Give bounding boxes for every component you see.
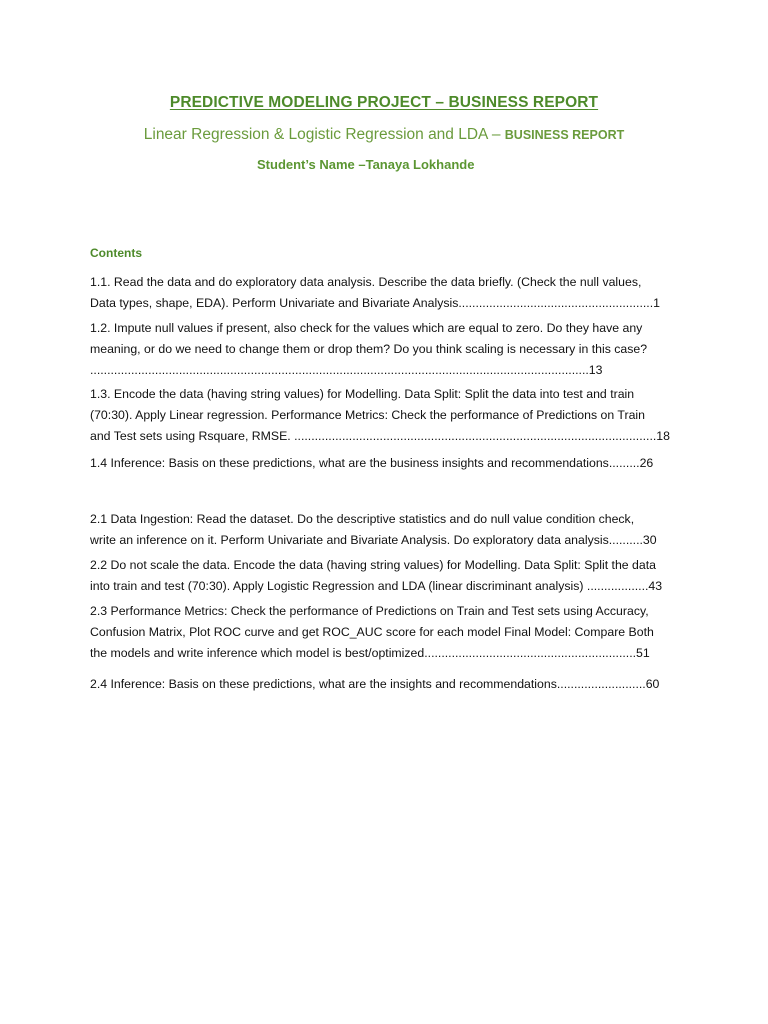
report-subtitle-main: Linear Regression & Logistic Regression and LDA – (143, 126, 501, 143)
toc-line: 2.4 Inference: Basis on these predictions, what are the insights and recommendations..........................60 (90, 677, 660, 691)
toc-line: Data types, shape, EDA). Perform Univariate and Bivariate Analysis.........................................................1 (90, 296, 660, 310)
report-subtitle (0, 126, 768, 144)
toc-line: (70:30). Apply Linear regression. Performance Metrics: Check the performance of Predictions on Train (90, 408, 645, 422)
toc-entry-2-2[interactable] (90, 555, 680, 597)
toc-entry-1-2[interactable] (90, 318, 680, 381)
contents-heading: Contents (90, 246, 142, 260)
toc-line: Confusion Matrix, Plot ROC curve and get ROC_AUC score for each model Final Model: Compare Both (90, 625, 654, 639)
report-title: PREDICTIVE MODELING PROJECT – BUSINESS REPORT (169, 94, 599, 111)
toc-line: write an inference on it. Perform Univariate and Bivariate Analysis. Do exploratory data analysis..........30 (90, 533, 657, 547)
toc-line: and Test sets using Rsquare, RMSE. ..........................................................................................................18 (90, 429, 670, 443)
toc-line: the models and write inference which model is best/optimized..............................................................51 (90, 646, 650, 660)
student-name: Student’s Name –Tanaya Lokhande (257, 157, 475, 172)
toc-line: meaning, or do we need to change them or drop them? Do you think scaling is necessary in this case? (90, 342, 648, 356)
toc-line: 2.2 Do not scale the data. Encode the data (having string values) for Modelling. Data Split: Split the data (90, 558, 656, 572)
toc-line: 1.1. Read the data and do exploratory data analysis. Describe the data briefly. (Check the null values, (90, 275, 642, 289)
toc-line: 2.1 Data Ingestion: Read the dataset. Do the descriptive statistics and do null value condition check, (90, 512, 635, 526)
toc-line: 1.4 Inference: Basis on these predictions, what are the business insights and recommendations.........26 (90, 456, 654, 470)
toc-entry-2-4[interactable] (90, 674, 680, 695)
toc-line: 1.2. Impute null values if present, also check for the values which are equal to zero. Do they have any (90, 321, 643, 335)
toc-entry-2-1[interactable] (90, 509, 680, 551)
toc-line: 2.3 Performance Metrics: Check the performance of Predictions on Train and Test sets using Accuracy, (90, 604, 649, 618)
report-subtitle-caps: BUSINESS REPORT (504, 128, 625, 142)
toc-line: ..................................................................................................................................................13 (90, 363, 603, 377)
toc-line: 1.3. Encode the data (having string values) for Modelling. Data Split: Split the data into test and train (90, 387, 635, 401)
toc-entry-1-3[interactable] (90, 384, 680, 447)
toc-entry-2-3[interactable] (90, 601, 680, 664)
toc-line: into train and test (70:30). Apply Logistic Regression and LDA (linear discriminant analysis) ..................43 (90, 579, 663, 593)
toc-entry-1-1[interactable] (90, 272, 680, 314)
toc-entry-1-4[interactable] (90, 453, 680, 474)
